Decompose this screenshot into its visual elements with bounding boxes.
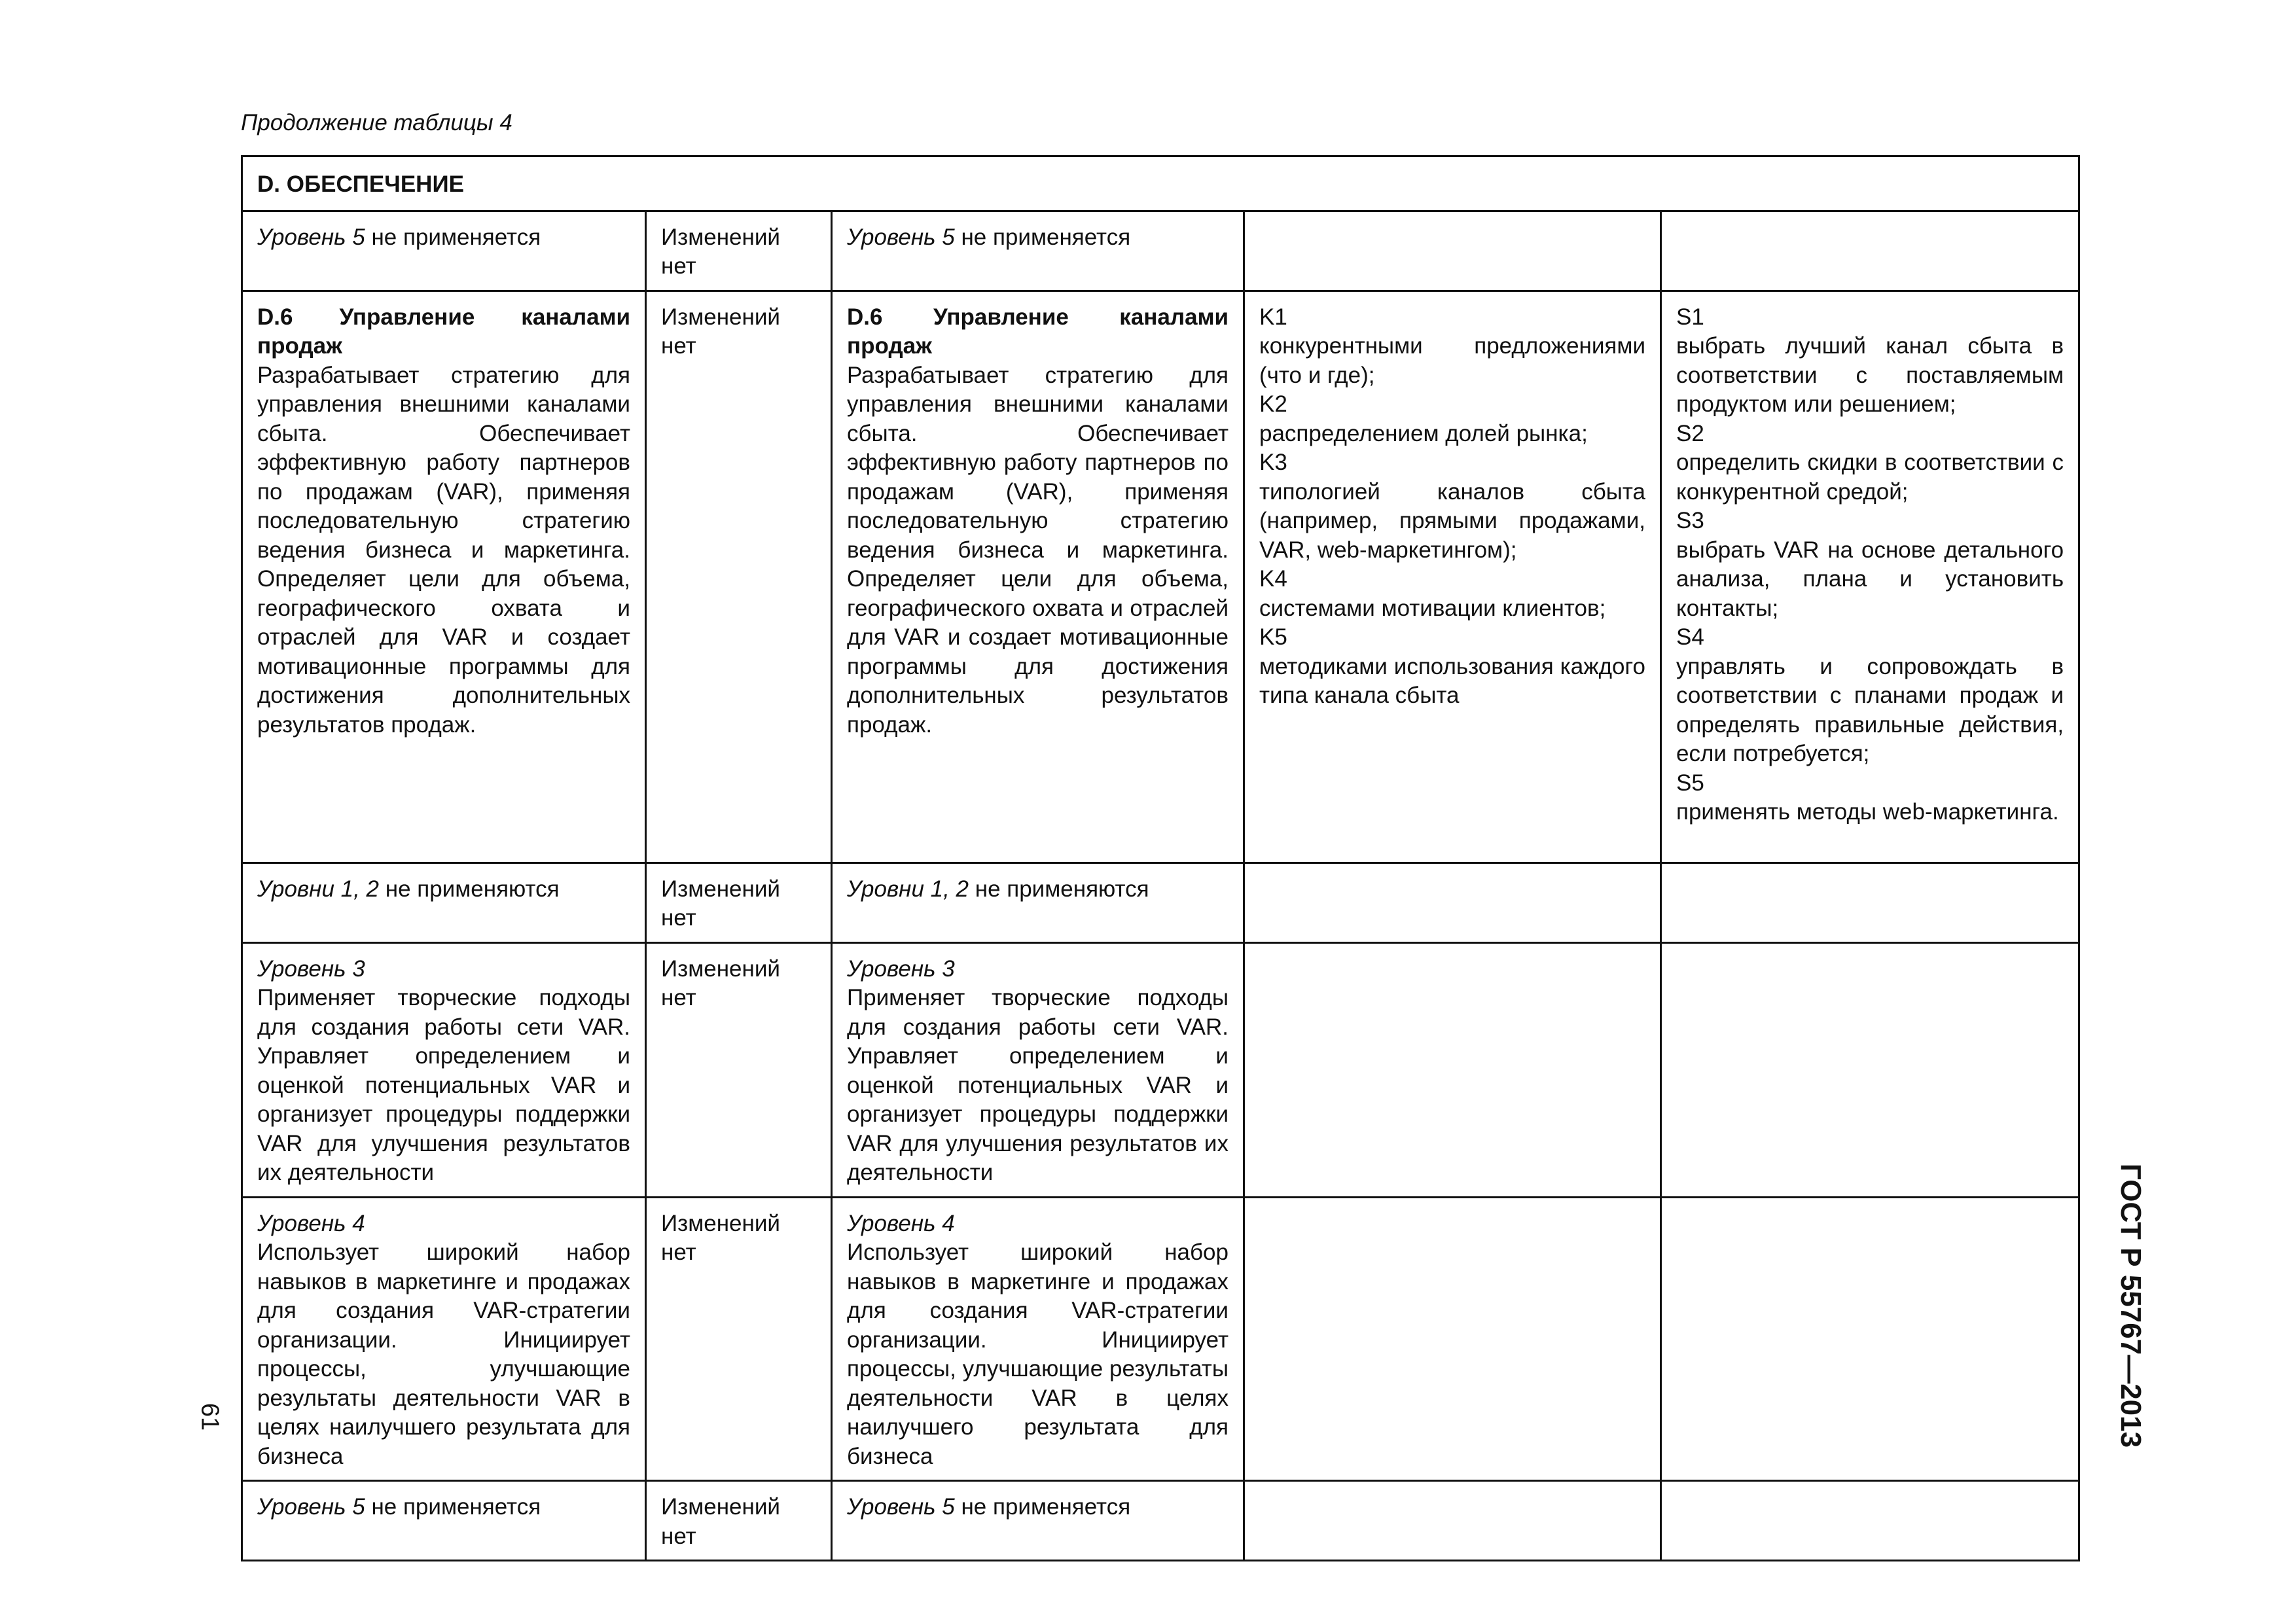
cell-knowledge bbox=[1244, 1481, 1661, 1561]
level-label: Уровень 5 bbox=[847, 1494, 955, 1520]
level-label: Уровни 1, 2 bbox=[847, 876, 969, 902]
level-note: не применяются bbox=[969, 876, 1149, 902]
cell-knowledge bbox=[1244, 1197, 1661, 1481]
skill-code: S1 bbox=[1676, 304, 1704, 330]
cell-level-info bbox=[242, 211, 646, 291]
table-row-level5-top bbox=[242, 211, 2079, 291]
cell-level-info bbox=[832, 863, 1244, 942]
level-label: Уровень 4 bbox=[847, 1210, 955, 1236]
cell-changes: Изменений нет bbox=[646, 942, 832, 1197]
cell-level-description bbox=[242, 942, 646, 1197]
level-label: Уровень 3 bbox=[257, 955, 365, 982]
skill-code: S5 bbox=[1676, 770, 1704, 796]
level-note: не применяется bbox=[954, 224, 1131, 250]
knowledge-text: методиками использования каждого типа канала сбыта bbox=[1259, 653, 1645, 708]
cell-knowledge bbox=[1244, 942, 1661, 1197]
cell-skills bbox=[1661, 1197, 2079, 1481]
competence-title: D.6 Управление каналами продаж bbox=[847, 304, 1229, 359]
section-header-row bbox=[242, 156, 2079, 211]
cell-knowledge bbox=[1244, 291, 1661, 863]
knowledge-code: K2 bbox=[1259, 391, 1287, 417]
level-text: Использует широкий набор навыков в маркетинге и продажах для создания VAR-стратегии организации. Инициирует процессы, улучшающие результаты деятельности VAR в целях наилучшего результата для бизнеса bbox=[257, 1240, 630, 1469]
cell-competence-description bbox=[832, 291, 1244, 863]
cell-changes: Изменений нет bbox=[646, 211, 832, 291]
level-label: Уровень 5 bbox=[257, 224, 365, 250]
cell-knowledge bbox=[1244, 211, 1661, 291]
table-caption: Продолжение таблицы 4 bbox=[241, 110, 512, 135]
knowledge-code: K3 bbox=[1259, 450, 1287, 475]
cell-knowledge bbox=[1244, 863, 1661, 942]
table-row-levels-1-2 bbox=[242, 863, 2079, 942]
standard-id-block bbox=[2104, 1163, 2157, 1448]
cell-changes: Изменений нет bbox=[646, 863, 832, 942]
competence-title: D.6 Управление каналами продаж bbox=[257, 304, 630, 359]
skill-text: применять методы web-маркетинга. bbox=[1676, 799, 2059, 825]
skill-text: управлять и сопровождать в соответствии с планами продаж и определять правильные действия, если потребуется; bbox=[1676, 653, 2064, 766]
level-label: Уровень 5 bbox=[847, 224, 955, 250]
knowledge-text: типологией каналов сбыта (например, прямыми продажами, VAR, web-маркетингом); bbox=[1259, 478, 1645, 563]
cell-level-description bbox=[832, 942, 1244, 1197]
knowledge-text: конкурентными предложениями (что и где); bbox=[1259, 333, 1645, 388]
knowledge-text: распределением долей рынка; bbox=[1259, 420, 1588, 446]
competence-text: Разрабатывает стратегию для управления внешними каналами сбыта. Обеспечивает эффективную работу партнеров по продажам (VAR), применяя последовательную стратегию ведения бизнеса и маркетинга. Определяет цели для объема, географического охвата и отраслей для VAR и создает мотивационные программы для достижения дополнительных результатов продаж. bbox=[847, 362, 1229, 738]
standard-id: ГОСТ Р 55767—2013 bbox=[2115, 1163, 2147, 1448]
knowledge-code: K1 bbox=[1259, 304, 1287, 330]
cell-changes: Изменений нет bbox=[646, 1197, 832, 1481]
cell-level-info bbox=[242, 863, 646, 942]
level-label: Уровень 5 bbox=[257, 1494, 365, 1520]
table-row-level3 bbox=[242, 942, 2079, 1197]
knowledge-text: системами мотивации клиентов; bbox=[1259, 595, 1606, 621]
level-note: не применяется bbox=[365, 224, 541, 250]
section-title: D. ОБЕСПЕЧЕНИЕ bbox=[242, 156, 2079, 211]
skill-code: S4 bbox=[1676, 624, 1704, 650]
knowledge-code: K4 bbox=[1259, 566, 1287, 592]
page-number-block bbox=[190, 1397, 229, 1436]
skill-code: S2 bbox=[1676, 420, 1704, 446]
level-text: Применяет творческие подходы для создания работы сети VAR. Управляет определением и оценкой потенциальных VAR и организует процедуры поддержки VAR для улучшения результатов их деятельности bbox=[847, 985, 1229, 1185]
level-text: Использует широкий набор навыков в маркетинге и продажах для создания VAR-стратегии организации. Инициирует процессы, улучшающие результаты деятельности VAR в целях наилучшего результата для бизнеса bbox=[847, 1240, 1229, 1469]
level-note: не применяется bbox=[365, 1494, 541, 1520]
cell-level-description bbox=[832, 1197, 1244, 1481]
cell-level-info bbox=[832, 1481, 1244, 1561]
level-label: Уровень 3 bbox=[847, 955, 955, 982]
skill-text: определить скидки в соответствии с конкурентной средой; bbox=[1676, 450, 2064, 505]
level-note: не применяются bbox=[379, 876, 560, 902]
cell-competence-description bbox=[242, 291, 646, 863]
cell-skills bbox=[1661, 942, 2079, 1197]
cell-skills bbox=[1661, 211, 2079, 291]
cell-skills bbox=[1661, 863, 2079, 942]
competence-table bbox=[241, 155, 2080, 1561]
knowledge-code: K5 bbox=[1259, 624, 1287, 650]
cell-changes: Изменений нет bbox=[646, 291, 832, 863]
competence-text: Разрабатывает стратегию для управления внешними каналами сбыта. Обеспечивает эффективную работу партнеров по продажам (VAR), применяя последовательную стратегию ведения бизнеса и маркетинга. Определяет цели для объема, географического охвата и отраслей для VAR и создает мотивационные программы для достижения дополнительных результатов продаж. bbox=[257, 362, 630, 738]
cell-level-description bbox=[242, 1197, 646, 1481]
level-label: Уровни 1, 2 bbox=[257, 876, 380, 902]
skill-text: выбрать лучший канал сбыта в соответствии с поставляемым продуктом или решением; bbox=[1676, 333, 2064, 417]
cell-changes: Изменений нет bbox=[646, 1481, 832, 1561]
table-row-level5-bottom bbox=[242, 1481, 2079, 1561]
page-number: 61 bbox=[196, 1402, 224, 1431]
table-row-d6 bbox=[242, 291, 2079, 863]
table-row-level4 bbox=[242, 1197, 2079, 1481]
level-note: не применяется bbox=[954, 1494, 1131, 1520]
cell-level-info bbox=[242, 1481, 646, 1561]
cell-skills bbox=[1661, 291, 2079, 863]
level-text: Применяет творческие подходы для создания работы сети VAR. Управляет определением и оценкой потенциальных VAR и организует процедуры поддержки VAR для улучшения результатов их деятельности bbox=[257, 985, 630, 1185]
skill-text: выбрать VAR на основе детального анализа, плана и установить контакты; bbox=[1676, 537, 2064, 621]
cell-skills bbox=[1661, 1481, 2079, 1561]
cell-level-info bbox=[832, 211, 1244, 291]
skill-code: S3 bbox=[1676, 508, 1704, 533]
level-label: Уровень 4 bbox=[257, 1210, 365, 1236]
